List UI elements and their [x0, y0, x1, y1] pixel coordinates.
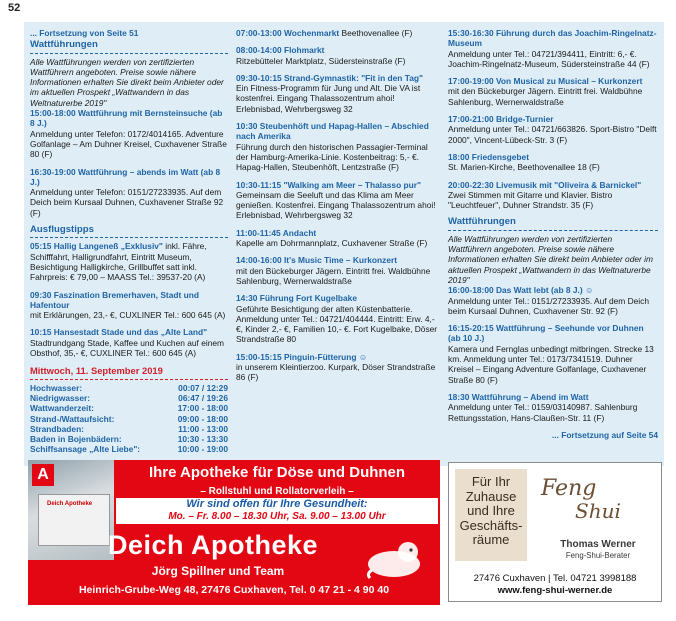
tide-label: Schiffsansage „Alte Liebe":	[30, 444, 141, 455]
consultant-title: Feng-Shui-Berater	[565, 551, 631, 560]
tide-table	[30, 383, 228, 455]
tide-value: 00:07 / 12:29	[178, 382, 228, 393]
trip-details: inkl. Fähre, Schifffahrt, Halligrundfahrt, Eintritt Museum, Besichtigung Halligkirche, Grillbuffet satt inkl. Fahrpreis: € 79,00 – MAASS Tel.: 39537-20 (A)	[30, 241, 207, 283]
event-item	[236, 180, 442, 221]
event-title: 07:00-13:00 Wochenmarkt	[236, 28, 340, 38]
divider	[30, 379, 228, 380]
section-title-ausflugstipps: Ausflugstipps	[30, 224, 94, 236]
trip-details: mit Erklärungen, 23,- €, CUXLINER Tel.: 600 645 (A)	[30, 310, 226, 321]
event-item	[30, 167, 228, 218]
event-details: Kamera und Fernglas unbedingt mitbringen. Strecke 13 km. Anmeldung unter Tel.: 0173/7341519. Duhner Kreisel – Eingang Adventure Golfanlage, Cuxhavener Straße 80 (F)	[448, 343, 654, 385]
ad-subline: – Rollstuhl und Rollatorverleih –	[200, 486, 354, 497]
pharmacy-owners: Jörg Spillner und Team	[151, 564, 285, 578]
event-item	[236, 293, 442, 344]
fengshui-logo-top: Feng	[541, 476, 597, 501]
event-title: 09:30-10:15 Strand-Gymnastik: "Fit in den Tag"	[236, 72, 423, 83]
event-details: Kapelle am Dohrmannplatz, Cuxhavener Straße (F)	[236, 238, 428, 249]
event-details: mit den Bückeburger Jägern. Eintritt frei. Waldbühne Sahlenburg, Wernerwaldstraße	[236, 265, 431, 286]
divider	[30, 237, 228, 238]
event-details: Führung durch den historischen Passagier-Terminal der Hamburg-Amerika-Linie. Kostenbeitrag: 5,- €. Hapag-Hallen, Steubenhöft, Lentzstraße (F)	[236, 141, 428, 173]
event-item	[448, 285, 658, 316]
trip-title: 10:15 Hansestadt Stade und das „Alte Land"	[30, 327, 208, 338]
contact-line: 27476 Cuxhaven | Tel. 04721 3998188	[473, 573, 637, 584]
event-details: Beethovenallee (F)	[339, 28, 413, 38]
event-title: 16:30-19:00 Wattführung – abends im Watt (ab 8 J.)	[30, 166, 221, 187]
trip-title: 09:30 Faszination Bremerhaven, Stadt und Hafentour	[30, 289, 199, 310]
event-details: Anmeldung unter Tel.: 0159/03140987. Sahlenburg Rettungsstation, Hans-Claußen-Str. 11 (F)	[448, 402, 638, 423]
tide-row	[30, 393, 228, 403]
event-title: 16:15-20:15 Wattführung – Seehunde vor Duhnen (ab 10 J.)	[448, 323, 644, 344]
event-item	[236, 352, 442, 383]
fengshui-ad[interactable]	[448, 462, 662, 602]
event-item	[448, 392, 658, 423]
event-item	[236, 228, 442, 249]
tide-label: Strandbaden:	[30, 423, 84, 434]
tide-row	[30, 403, 228, 413]
section-intro: Alle Wattführungen werden von zertifizierten Wattführern angeboten. Preise sowie nähere Informationen erhalten Sie direkt beim Anbieter oder im aktuellen Prospekt „Wattwandern in das Weltnaturerbe 2019"	[30, 56, 224, 108]
event-details: Ritzebütteler Marktplatz, Südersteinstraße (F)	[236, 55, 406, 66]
tide-row	[30, 383, 228, 393]
opening-hours-box	[116, 498, 438, 524]
event-title: 14:30 Führung Fort Kugelbake	[236, 293, 357, 304]
tide-row	[30, 414, 228, 424]
event-item	[448, 76, 658, 107]
tide-value: 06:47 / 19:26	[178, 392, 228, 403]
pharmacy-address: Heinrich-Grube-Weg 48, 27476 Cuxhaven, Tel. 0 47 21 - 4 90 40	[78, 584, 390, 596]
event-title: 10:30-11:15 "Walking am Meer – Thalasso pur"	[236, 179, 421, 190]
tide-label: Hochwasser:	[30, 382, 83, 393]
tide-row	[30, 424, 228, 434]
event-details: Anmeldung unter Tel.: 04721/394411, Eintritt: 6,- €. Joachim-Ringelnatz-Museum, Südersteinstraße 44 (F)	[448, 48, 650, 69]
tide-value: 17:00 - 18:00	[177, 403, 228, 414]
trip-item	[30, 290, 228, 321]
event-title: 18:00 Friedensgebet	[448, 151, 529, 162]
apotheke-ad[interactable]	[28, 460, 440, 605]
building-sign: Deich Apotheke	[47, 501, 93, 507]
tide-row	[30, 434, 228, 444]
tide-label: Wattwanderzeit:	[30, 403, 94, 414]
ad-headline: Ihre Apotheke für Döse und Duhnen	[148, 464, 406, 481]
divider	[448, 230, 658, 231]
section-title-wattfuehrungen: Wattführungen	[448, 216, 516, 228]
consultant-name: Thomas Werner	[560, 539, 636, 550]
tide-value: 10:00 - 19:00	[177, 444, 228, 455]
tide-value: 09:00 - 18:00	[177, 413, 228, 424]
trip-item	[30, 327, 228, 358]
event-item	[448, 152, 658, 173]
event-details: Ein Fitness-Programm für Jung und Alt. Die VA ist kostenfrei. Eingang Thalassozentrum ahoi! Erlebnisbad, Wehrbergsweg 32	[236, 83, 421, 114]
event-title: 17:00-19:00 Von Musical zu Musical – Kurkonzert	[448, 76, 643, 87]
event-details: Geführte Besichtigung der alten Küstenbatterie. Anmeldung unter Tel.: 04721/404444. Eintritt: Erw. 4,- €, Kinder 2,- €, Familien 10,- €. Fort Kugelbake, Döser Strandstraße 80	[236, 303, 438, 345]
fengshui-logo-bottom: Shui	[575, 499, 621, 523]
event-title: 15:00-18:00 Wattführung mit Bernsteinsuche (ab 8 J.)	[30, 108, 223, 129]
apotheke-logo-icon: A	[32, 464, 54, 486]
event-title: 08:00-14:00 Flohmarkt	[236, 45, 325, 56]
event-item	[448, 114, 658, 145]
website-link[interactable]: www.feng-shui-werner.de	[497, 585, 613, 596]
ad-tagline: Für Ihr Zuhause und Ihre Geschäfts-räume	[455, 469, 527, 561]
opening-hours-title: Wir sind offen für Ihre Gesundheit:	[186, 498, 368, 510]
event-title: 20:00-22:30 Livemusik mit "Oliveira & Barnickel"	[448, 179, 642, 190]
event-item	[236, 28, 442, 38]
tide-value: 10:30 - 13:30	[177, 434, 228, 445]
column-2	[236, 28, 442, 390]
trip-title: 05:15 Hallig Langeneß „Exklusiv"	[30, 241, 163, 252]
event-item	[236, 73, 442, 114]
tide-label: Baden in Bojenbädern:	[30, 434, 122, 445]
continued-to[interactable]: ... Fortsetzung auf Seite 54	[551, 429, 658, 440]
trip-item	[30, 241, 228, 282]
divider	[30, 53, 228, 54]
event-title: 15:00-15:15 Pinguin-Fütterung ☺	[236, 351, 368, 362]
tide-label: Niedrigwasser:	[30, 392, 91, 403]
event-title: 14:00-16:00 It's Music Time – Kurkonzert	[236, 255, 398, 266]
event-title: 18:30 Wattführung – Abend im Watt	[448, 391, 589, 402]
event-item	[448, 28, 658, 69]
event-details: Zwei Stimmen mit Gitarre und Klavier. Bistro "Leuchtfeuer", Duhner Strandstr. 35 (F)	[448, 189, 613, 211]
tide-label: Strand-/Wattaufsicht:	[30, 413, 115, 424]
event-details: Anmeldung unter Tel.: 04721/663826. Sport-Bistro "Delft 2000", Vincent-Lübeck-Str. 3 (F)	[448, 124, 657, 145]
tide-row	[30, 444, 228, 454]
date-heading: Mittwoch, 11. September 2019	[30, 365, 163, 377]
event-details: in unserem Kleintierzoo. Kurpark, Döser Strandstraße 86 (F)	[236, 362, 436, 383]
event-item	[236, 121, 442, 172]
event-title: 11:00-11:45 Andacht	[236, 227, 317, 238]
event-title: 15:30-16:30 Führung durch das Joachim-Ringelnatz-Museum	[448, 28, 657, 49]
event-details: St. Marien-Kirche, Beethovenallee 18 (F)	[448, 162, 600, 173]
page-number: 52	[8, 2, 21, 14]
pharmacy-name: Deich Apotheke	[107, 530, 319, 560]
section-title-wattfuehrungen: Wattführungen	[30, 39, 98, 51]
event-item	[30, 108, 228, 159]
seal-mascot-icon	[364, 532, 424, 580]
event-title: 10:30 Steubenhöft und Hapag-Hallen – Abschied nach Amerika	[236, 121, 429, 142]
column-3	[448, 28, 658, 440]
column-1	[30, 28, 228, 455]
trip-details: Stadtrundgang Stade, Kaffee und Kuchen auf einem Obsthof, 35,- €, CUXLINER Tel.: 600 645 (A)	[30, 337, 225, 359]
event-item	[448, 323, 658, 385]
section-intro: Alle Wattführungen werden von zertifizierten Wattführern angeboten. Preise sowie nähere Informationen erhalten Sie direkt beim Anbieter oder im aktuellen Prospekt „Wattwandern in das Weltnaturerbe 2019"	[448, 233, 653, 285]
event-details: Anmeldung unter Telefon: 0172/4014165. Adventure Golfanlage – Am Duhner Kreisel, Cuxhavener Straße 80 (F)	[30, 128, 227, 160]
event-title: 16:00-18:00 Das Watt lebt (ab 8 J.) ☺	[448, 285, 594, 296]
continued-from[interactable]: ... Fortsetzung von Seite 51	[30, 28, 139, 38]
event-item	[236, 45, 442, 66]
event-details: Anmeldung unter Telefon: 0151/27233935. Auf dem Deich beim Kursaal Duhnen, Cuxhavener Straße 92 (F)	[30, 187, 224, 218]
event-item	[448, 180, 658, 211]
event-title: 17:00-21:00 Bridge-Turnier	[448, 114, 554, 125]
event-details: Anmeldung unter Tel.: 0151/27233935. Auf dem Deich beim Kursaal Duhnen, Cuxhavener Str. 92 (F)	[448, 295, 649, 316]
event-details: Gemeinsam die Seeluft und das Klima am Meer genießen. Kostenfrei. Eingang Thalassozentrum ahoi! Erlebnisbad, Wehrbergsweg 32	[236, 189, 436, 221]
event-item	[236, 255, 442, 286]
event-details: mit den Bückeburger Jägern. Eintritt frei. Waldbühne Sahlenburg, Wernerwaldstraße	[448, 86, 643, 107]
opening-hours: Mo. – Fr. 8.00 – 18.30 Uhr, Sa. 9.00 – 13.00 Uhr	[168, 511, 386, 522]
tide-value: 11:00 - 13:00	[178, 423, 228, 434]
